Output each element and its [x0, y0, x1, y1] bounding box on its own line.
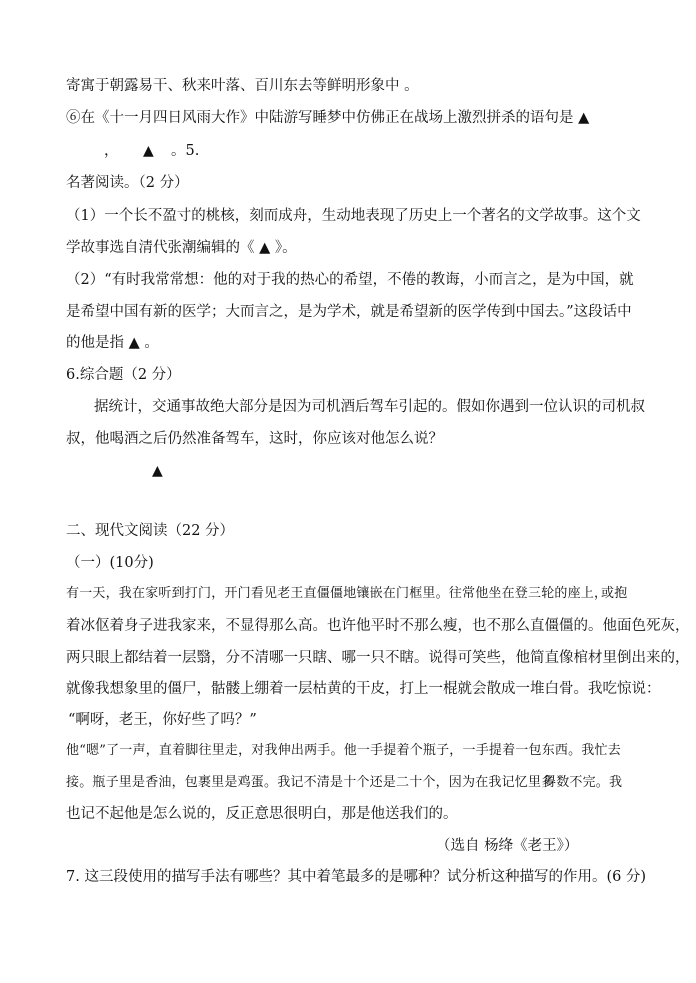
passage-line: 就像我想象里的僵尸，骷髅上绷着一层枯黄的干皮，打上一棍就会散成一堆白骨。我吃惊说： [66, 681, 661, 697]
section-heading: 名著阅读。（2 分） [66, 175, 189, 191]
passage-line: 他“嗯”了一声，直着脚往里走，对我伸出两手。他一手提着个瓶子，一手提着一包东西。我忙去 [66, 743, 621, 758]
text-line: 学故事选自清代张潮编辑的《 ▲ 》。 [66, 240, 297, 256]
section-heading: 6.综合题（2 分） [66, 367, 181, 383]
source-citation: （选自 杨绛《老王》） [436, 838, 579, 854]
question-number-5: 。5. [171, 143, 200, 159]
comma-mark: ， [104, 143, 119, 159]
passage-line: 接。瓶子里是香油，包裹里是鸡蛋。我记不清是十个还是二十个，因为在我记忆里多 [66, 775, 555, 790]
subsection-heading: （一）(10分) [66, 555, 154, 571]
passage-line: 着冰伛着身子进我家来，不显得那么高。也许他平时不那么瘦，也不那么直僵僵的。他面色死灰， [66, 618, 690, 634]
section-heading: 二、现代文阅读（22 分） [66, 523, 235, 539]
text-line: 的他是指 ▲ 。 [66, 335, 159, 351]
answer-triangle: ▲ [143, 143, 154, 159]
passage-line: 也记不起他是怎么说的，反正意思很明白，那是他送我们的。 [66, 806, 458, 822]
text-line: （2）“有时我常常想：他的对于我的热心的希望，不倦的教诲，小而言之，是为中国，就 [66, 272, 634, 288]
answer-triangle: ▲ [152, 463, 163, 479]
text-line: （1）一个长不盈寸的桃核，刻而成舟，生动地表现了历史上一个著名的文学故事。这个文 [66, 208, 641, 224]
passage-line: 两只眼上都结着一层翳，分不清哪一只瞎、哪一只不瞎。说得可笑些，他简直像棺材里倒出来的， [66, 650, 690, 666]
passage-line: 得数不完。我 [543, 775, 623, 790]
text-line: 据统计，交通事故绝大部分是因为司机酒后驾车引起的。假如你遇到一位认识的司机叔 [94, 399, 645, 415]
text-line: 叔，他喝酒之后仍然准备驾车，这时，你应该对他怎么说？ [66, 431, 443, 447]
text-line: 寄寓于朝露易干、秋来叶落、百川东去等鲜明形象中 。 [66, 78, 419, 94]
question-item-7: 7. 这三段使用的描写手法有哪些？其中着笔最多的是哪种？试分析这种描写的作用。(6 分) [66, 869, 647, 885]
passage-line: 或抱 [601, 586, 628, 601]
passage-line: 有一天，我在家听到打门，开门看见老王直僵僵地镶嵌在门框里。往常他坐在登三轮的座上， [66, 586, 608, 601]
dialogue-line: “啊呀，老王，你好些了吗？” [68, 712, 257, 728]
question-item-6: ⑥在《十一月四日风雨大作》中陆游写睡梦中仿佛正在战场上激烈拼杀的语句是 ▲ [66, 110, 590, 126]
text-line: 是希望中国有新的医学；大而言之，是为学术，就是希望新的医学传到中国去。”这段话中 [66, 304, 632, 320]
answer-blank-row [66, 141, 666, 161]
